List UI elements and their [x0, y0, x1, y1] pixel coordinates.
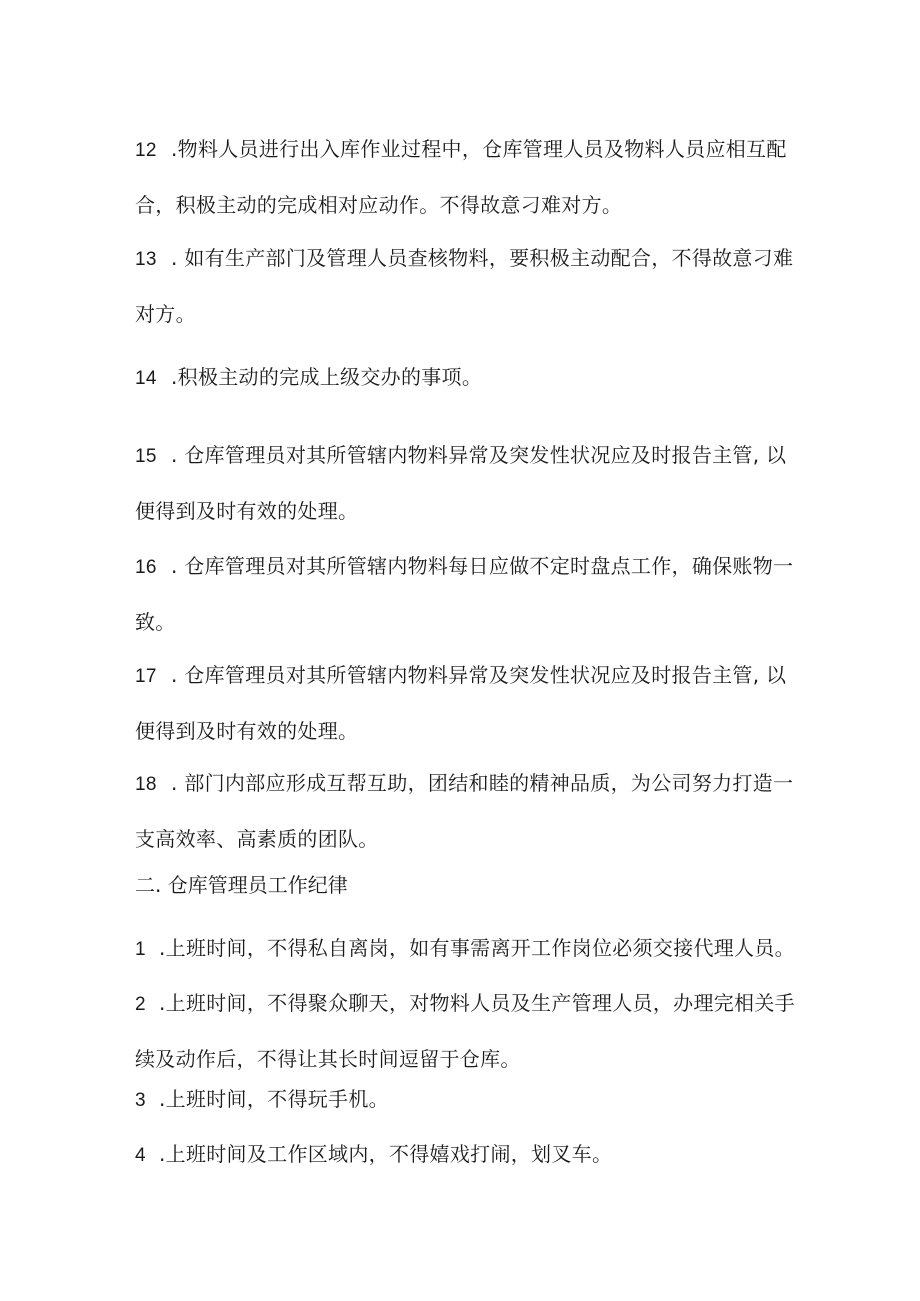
discipline-item-4	[135, 1127, 795, 1183]
discipline-item-1	[135, 921, 795, 977]
item-text: .上班时间及工作区域内，不得嬉戏打闹，划叉车。	[159, 1142, 613, 1166]
item-text: .上班时间，不得私自离岗，如有事需离开工作岗位必须交接代理人员。	[159, 936, 795, 960]
item-number: 18	[135, 774, 157, 795]
item-text: .上班时间，不得玩手机。	[159, 1087, 389, 1111]
item-number: 16	[135, 557, 157, 578]
section-heading: 二. 仓库管理员工作纪律	[135, 873, 348, 897]
item-text: .积极主动的完成上级交办的事项。	[171, 365, 483, 389]
item-text: .物料人员进行出入库作业过程中，仓库管理人员及物料人员应相互配合，积极主动的完成相对应动作。不得故意刁难对方。	[135, 137, 787, 217]
item-text: .上班时间，不得聚众聊天，对物料人员及生产管理人员，办理完相关手续及动作后，不得让其长时间逗留于仓库。	[135, 991, 795, 1071]
list-item-12	[135, 122, 795, 232]
item-number: 15	[135, 446, 157, 467]
item-number: 2	[135, 994, 146, 1015]
discipline-item-2	[135, 976, 795, 1086]
item-text: . 仓库管理员对其所管辖内物料异常及突发性状况应及时报告主管, 以便得到及时有效的处理。	[135, 443, 787, 523]
list-item-16	[135, 539, 795, 649]
item-number: 17	[135, 666, 157, 687]
list-item-17	[135, 648, 795, 758]
item-number: 4	[135, 1145, 146, 1166]
list-item-14	[135, 350, 795, 406]
list-item-18	[135, 756, 795, 866]
discipline-item-3	[135, 1072, 795, 1128]
item-number: 3	[135, 1090, 146, 1111]
item-text: . 仓库管理员对其所管辖内物料异常及突发性状况应及时报告主管, 以便得到及时有效的处理。	[135, 663, 787, 743]
item-text: . 部门内部应形成互帮互助，团结和睦的精神品质，为公司努力打造一支高效率、高素质的团队。	[135, 771, 794, 851]
item-number: 12	[135, 140, 157, 161]
item-text: . 仓库管理员对其所管辖内物料每日应做不定时盘点工作，确保账物一致。	[135, 554, 794, 634]
list-item-13	[135, 231, 795, 341]
item-number: 14	[135, 368, 157, 389]
list-item-15	[135, 428, 795, 538]
item-number: 1	[135, 939, 146, 960]
item-text: . 如有生产部门及管理人员查核物料，要积极主动配合，不得故意刁难对方。	[135, 246, 794, 326]
item-number: 13	[135, 249, 157, 270]
